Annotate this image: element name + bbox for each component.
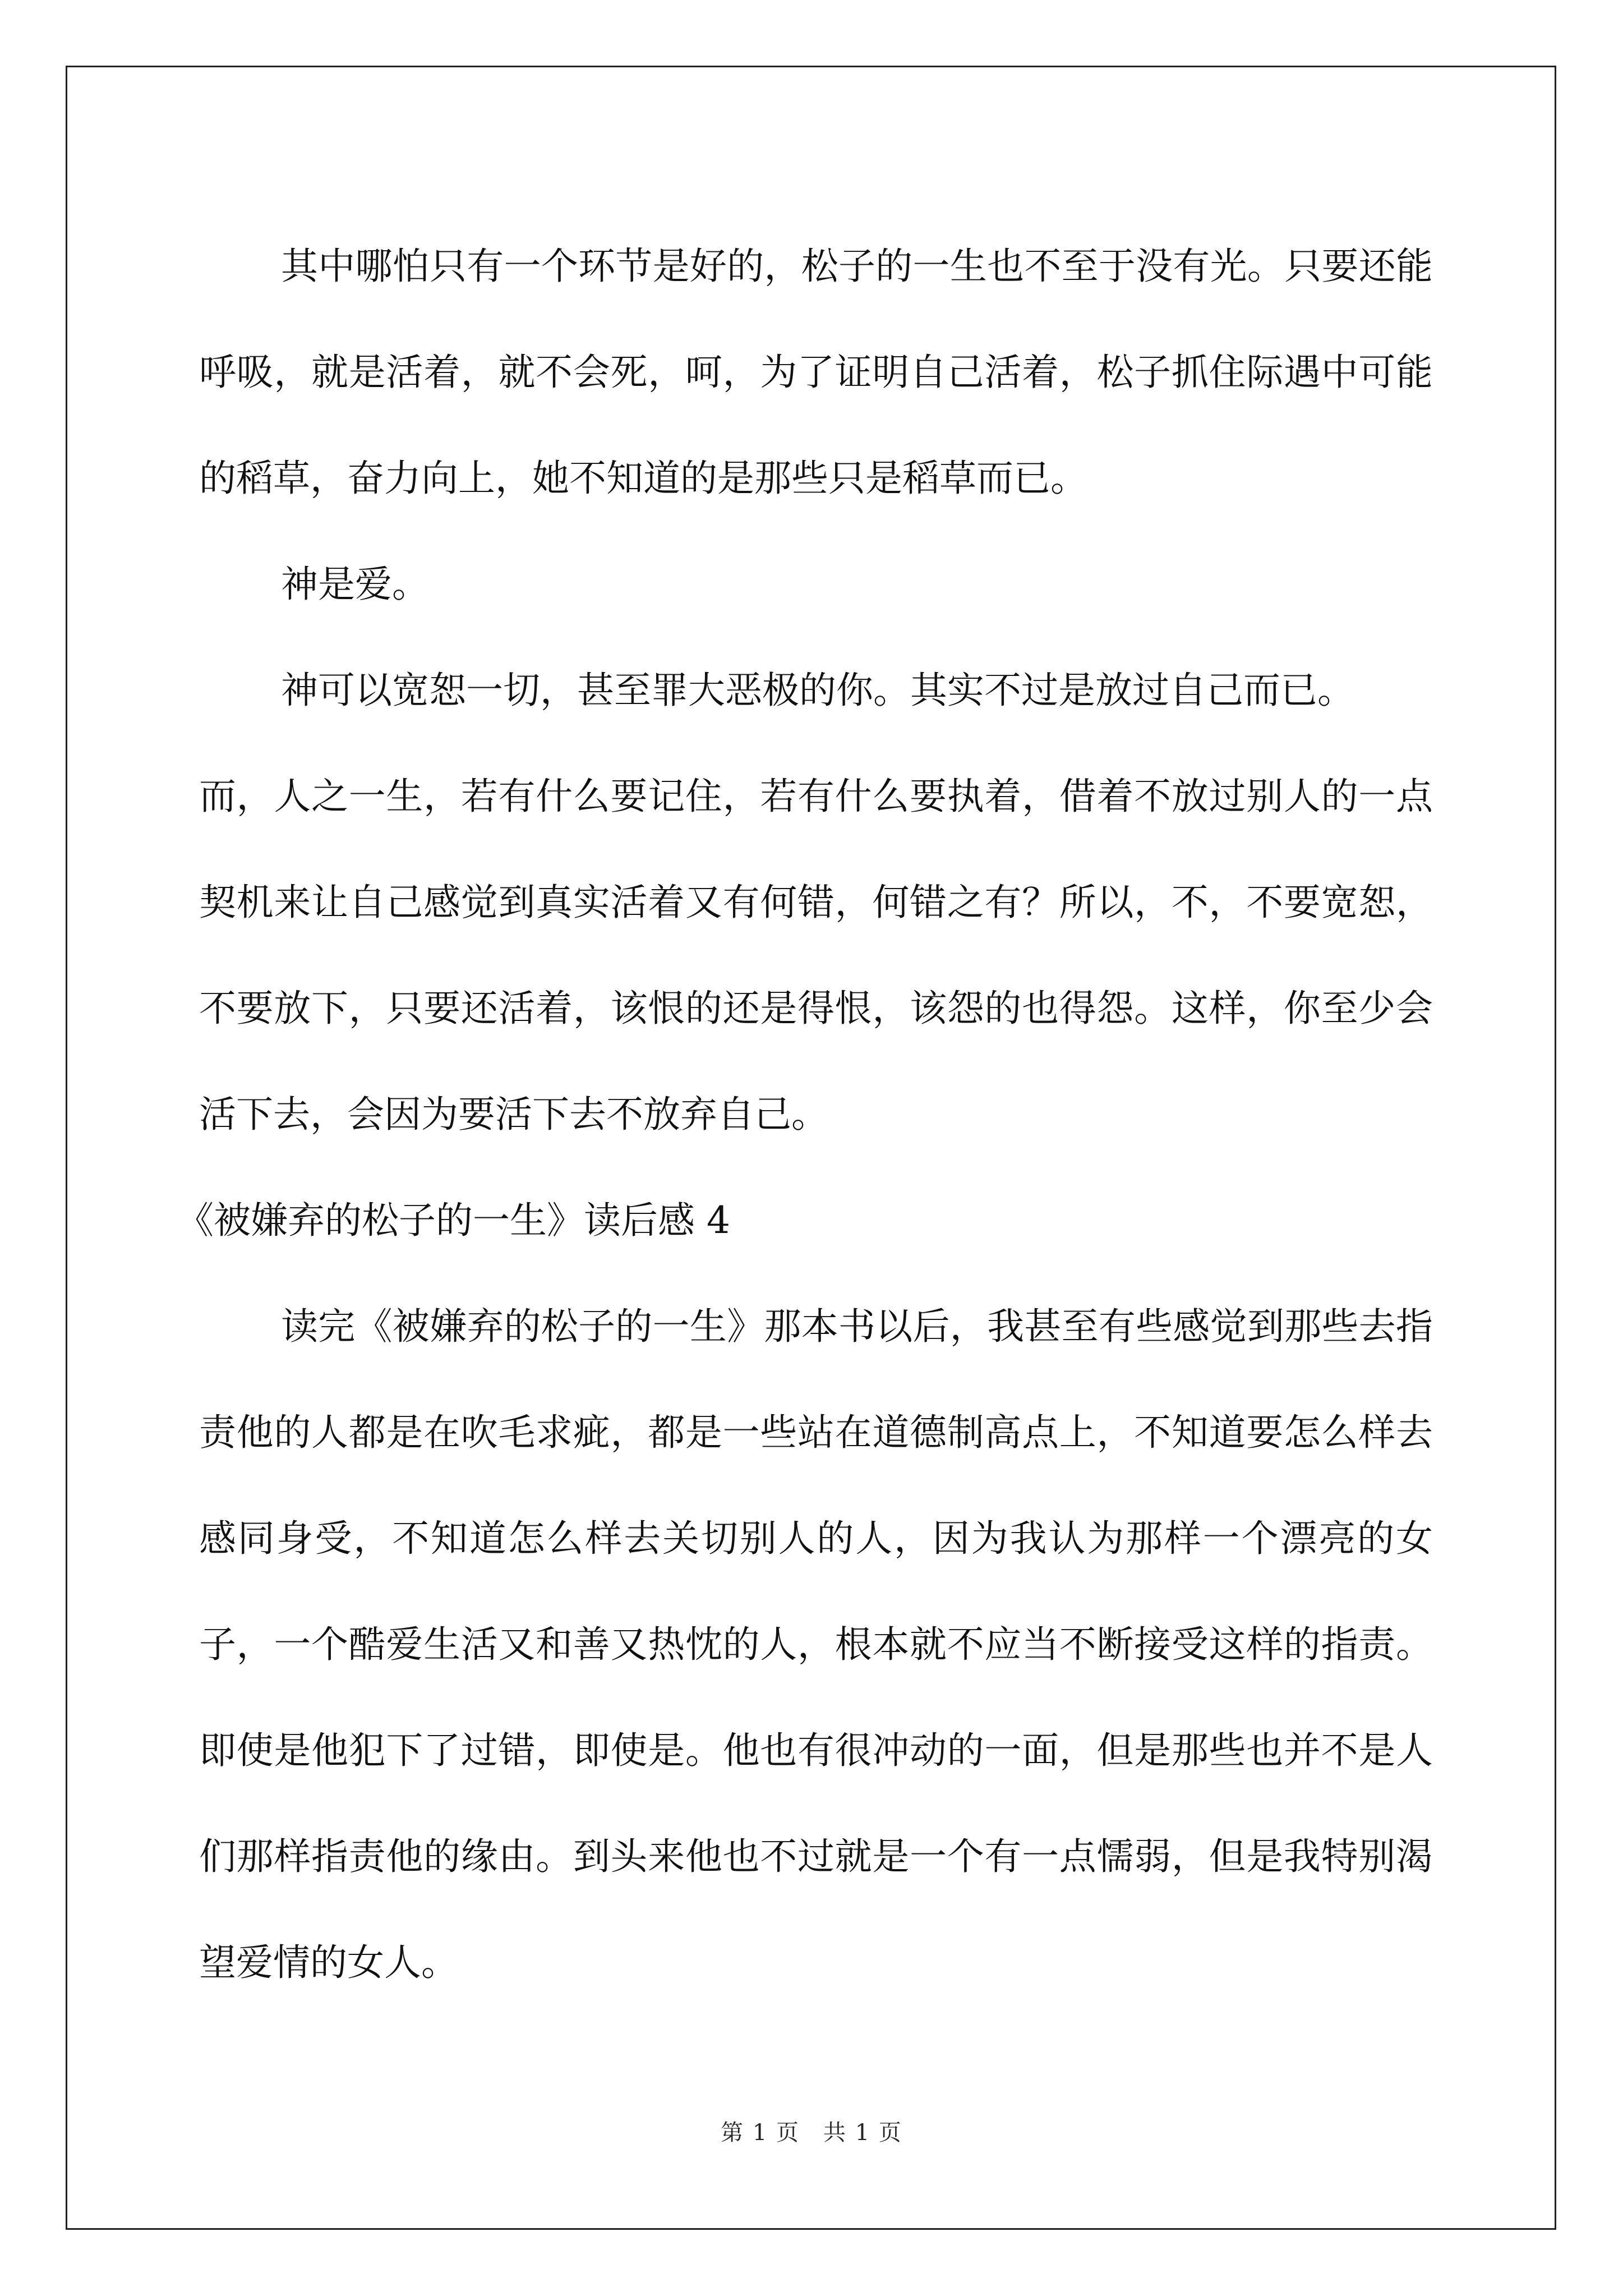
paragraph: 读完《被嫌弃的松子的一生》那本书以后，我甚至有些感觉到那些去指责他的人都是在吹毛求疵，都是一些站在道德制高点上，不知道要怎么样去感同身受，不知道怎么样去关切别人的人，因为我认为那样一个漂亮的女子，一个酷爱生活又和善又热忱的人，根本就不应当不断接受这样的指责。即使是他犯下了过错，即使是。他也有很冲动的一面，但是那些也并不是人们那样指责他的缘由。到头来他也不过就是一个有一点懦弱，但是我特别渴望爱情的女人。 <box>199 1305 1433 1984</box>
paragraph: 而，人之一生，若有什么要记住，若有什么要执着，借着不放过别人的一点契机来让自己感觉到真实活着又有何错，何错之有？所以，不，不要宽恕，不要放下，只要还活着，该恨的还是得恨，该怨的也得怨。这样，你至少会活下去，会因为要活下去不放弃自己。 <box>199 775 1433 1136</box>
paragraph: 神可以宽恕一切，甚至罪大恶极的你。其实不过是放过自己而已。 <box>281 669 1354 712</box>
paragraph: 其中哪怕只有一个环节是好的，松子的一生也不至于没有光。只要还能呼吸，就是活着，就不会死，呵，为了证明自己活着，松子抓住际遇中可能的稻草，奋力向上，她不知道的是那些只是稻草而已。 <box>199 245 1433 500</box>
section-heading: 《被嫌弃的松子的一生》读后感 4 <box>177 1199 730 1242</box>
page-footer: 第 1 页 共 1 页 <box>721 2120 902 2146</box>
paragraph: 神是爱。 <box>281 563 429 606</box>
document-body <box>177 213 1433 2016</box>
